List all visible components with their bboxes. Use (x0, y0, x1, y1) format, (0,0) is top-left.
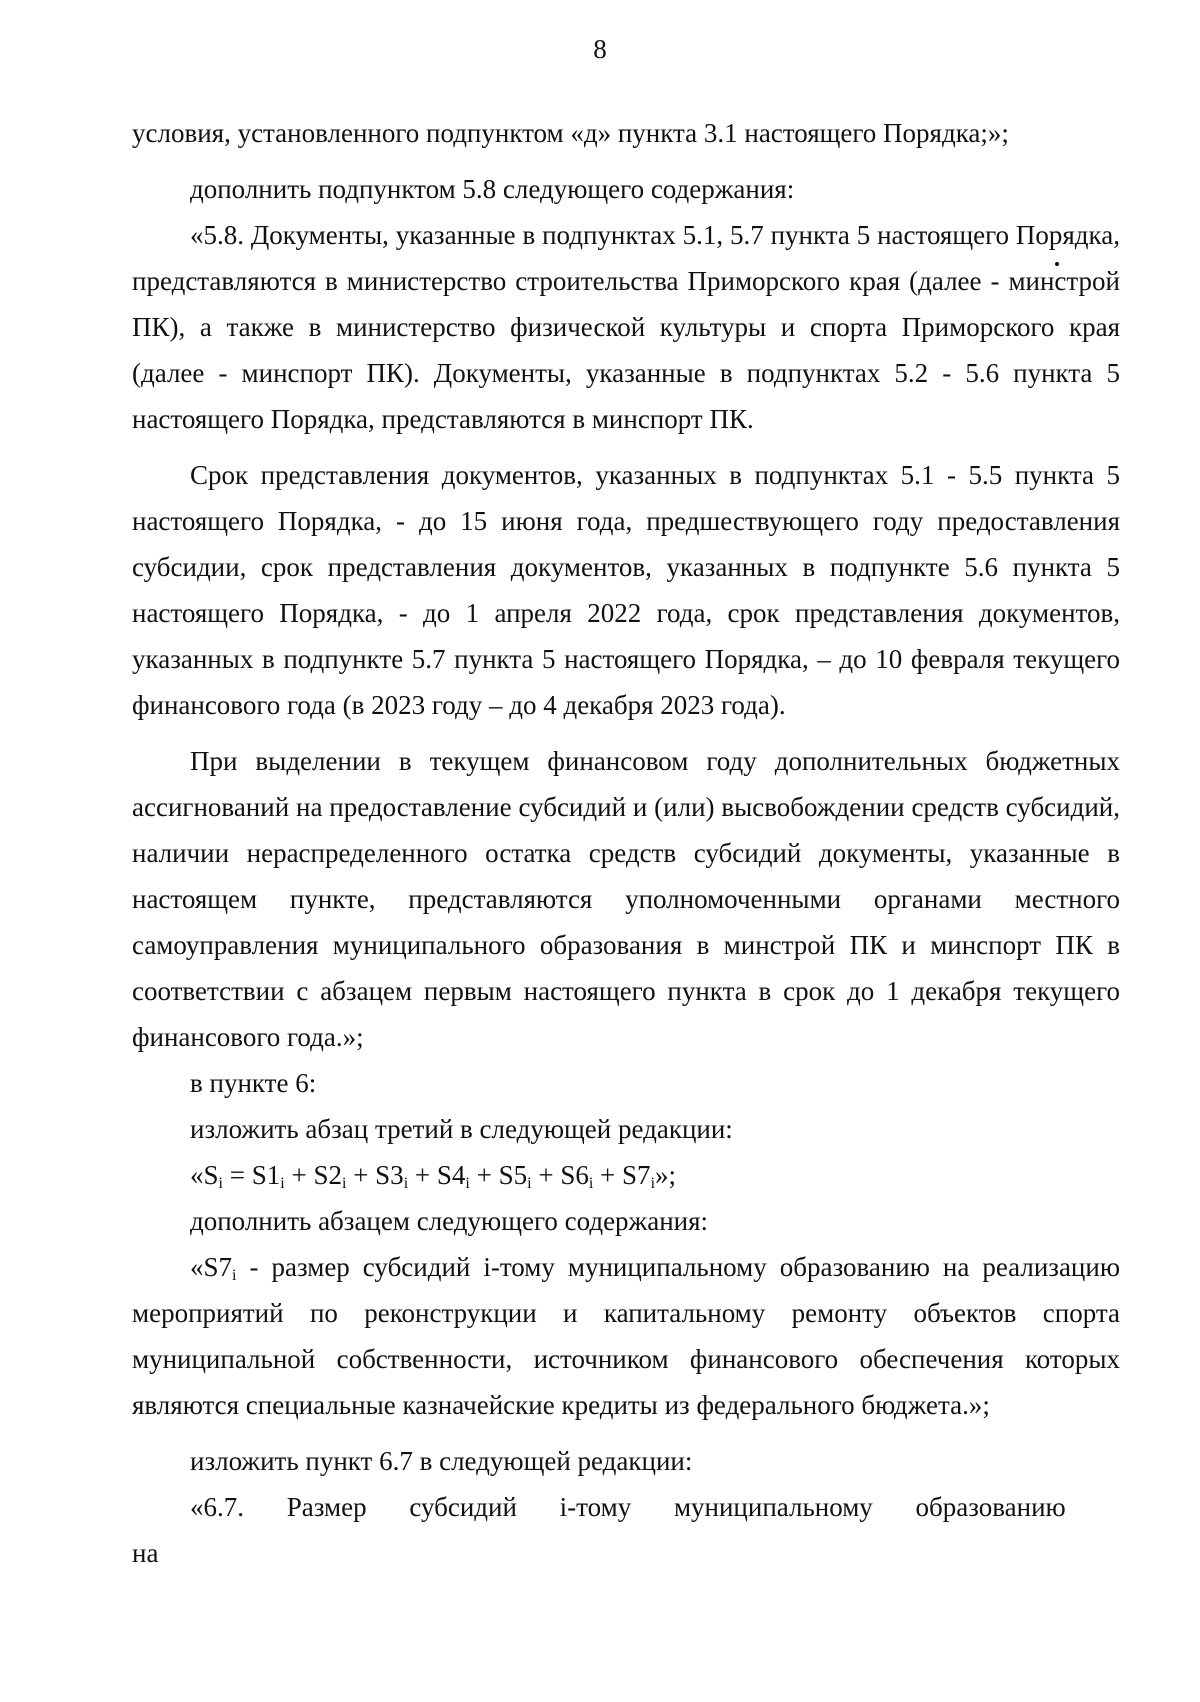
page-number: 8 (593, 34, 607, 64)
paragraph: «5.8. Документы, указанные в подпунктах 5.1, 5.7 пункта 5 настоящего Порядка, представляются в министерство строительства Приморского края (далее - минстрой ПК), а также в министерство физической культуры и спорта Приморского края (далее - минспорт ПК). Документы, указанные в подпунктах 5.2 - 5.6 пункта 5 настоящего Порядка, представляются в минспорт ПК. (132, 220, 1120, 434)
paragraph-6-7: «6.7. Размер субсидий i-тому муниципальному образованию на (132, 1492, 1066, 1568)
formula: «$S_i = S1_i + S2_i + S3_i + S4_i + S5_i + S6_i + S7_i$»; (190, 1160, 677, 1192)
paragraph: изложить абзац третий в следующей редакции: (190, 1114, 733, 1144)
paragraph: При выделении в текущем финансовом году дополнительных бюджетных ассигнований на предоставление субсидий и (или) высвобождении средств субсидий, наличии нераспределенного остатка средств субсидий документы, указанные в настоящем пункте, представляются уполномоченными органами местного самоуправления муниципального образования в минстрой ПК и минспорт ПК в соответствии с абзацем первым настоящего пункта в срок до 1 декабря текущего финансового года.»; (132, 746, 1120, 1052)
paragraph: в пункте 6: (190, 1068, 317, 1098)
paragraph: изложить пункт 6.7 в следующей редакции: (190, 1446, 693, 1476)
paragraph: Срок представления документов, указанных в подпунктах 5.1 - 5.5 пункта 5 настоящего Порядка, - до 15 июня года, предшествующего году предоставления субсидии, срок представления документов, указанных в подпункте 5.6 пункта 5 настоящего Порядка, - до 1 апреля 2022 года, срок представления документов, указанных в подпункте 5.7 пункта 5 настоящего Порядка, – до 10 февраля текущего финансового года (в 2023 году – до 4 декабря 2023 года). (132, 460, 1120, 720)
paragraph: условия, установленного подпунктом «д» пункта 3.1 настоящего Порядка;»; (132, 118, 1009, 148)
paragraph: дополнить абзацем следующего содержания: (190, 1206, 709, 1236)
s7-definition: «$S7_i$ - размер субсидий i-тому муниципальному образованию на реализацию мероприятий по реконструкции и капитальному ремонту объектов спорта муниципальной собственности, источником финансового обеспечения которых являются специальные казначейские кредиты из федерального бюджета.»; (132, 1252, 1120, 1420)
paragraph: дополнить подпунктом 5.8 следующего содержания: (190, 174, 795, 204)
document-body (132, 110, 1120, 1576)
